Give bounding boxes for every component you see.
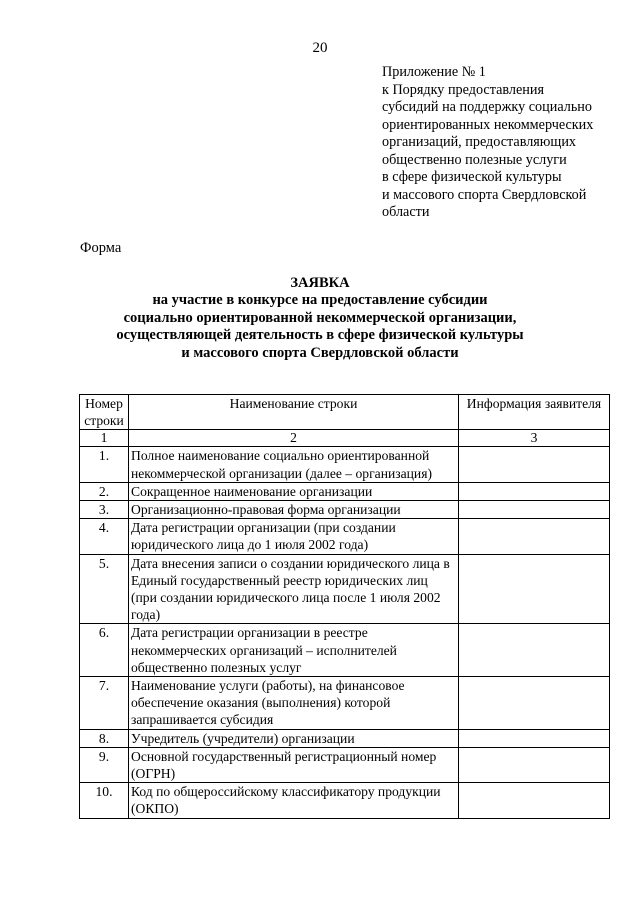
row-info-cell[interactable]: [459, 554, 610, 624]
appendix-line: субсидий на поддержку социально: [382, 99, 592, 115]
row-name: Учредитель (учредители) организации: [129, 729, 459, 747]
row-number: 6.: [80, 624, 129, 677]
table-row: [80, 624, 610, 677]
appendix-line: организаций, предоставляющих: [382, 134, 577, 150]
row-number: 8.: [80, 729, 129, 747]
table-row: [80, 519, 610, 554]
table-row: [80, 501, 610, 519]
row-name: Дата внесения записи о создании юридического лица в Единый государственный реестр юридических лиц (при создании юридического лица после 1 июля 2002 года): [129, 554, 459, 624]
appendix-line: Приложение № 1: [382, 64, 486, 80]
table-row: [80, 447, 610, 482]
appendix-line: к Порядку предоставления: [382, 81, 544, 98]
row-name: Сокращенное наименование организации: [129, 482, 459, 500]
row-number: 9.: [80, 747, 129, 782]
appendix-line: ориентированных некоммерческих: [382, 116, 594, 133]
row-info-cell[interactable]: [459, 501, 610, 519]
row-name: Основной государственный регистрационный номер (ОГРН): [129, 747, 459, 782]
row-name: Организационно-правовая форма организации: [129, 501, 459, 519]
document-title: [0, 275, 640, 362]
row-number: 2.: [80, 482, 129, 500]
header-row-name: Наименование строки: [129, 395, 459, 430]
row-info-cell[interactable]: [459, 729, 610, 747]
appendix-line: общественно полезные услуги: [382, 151, 567, 168]
row-info-cell[interactable]: [459, 747, 610, 782]
row-info-cell[interactable]: [459, 482, 610, 500]
row-info-cell[interactable]: [459, 677, 610, 730]
title-line: осуществляющей деятельность в сфере физической культуры: [116, 327, 524, 344]
row-info-cell[interactable]: [459, 519, 610, 554]
header-row-number: Номер строки: [80, 395, 129, 430]
column-index: 3: [459, 430, 610, 447]
table-row: [80, 729, 610, 747]
row-info-cell[interactable]: [459, 447, 610, 482]
table-index-row: [80, 430, 610, 447]
appendix-line: в сфере физической культуры: [382, 169, 562, 185]
row-name: Полное наименование социально ориентированной некоммерческой организации (далее – организация): [129, 447, 459, 482]
row-name: Наименование услуги (работы), на финансовое обеспечение оказания (выполнения) которой запрашивается субсидия: [129, 677, 459, 730]
table-row: [80, 482, 610, 500]
row-name: Дата регистрации организации в реестре некоммерческих организаций – исполнителей общественно полезных услуг: [129, 624, 459, 677]
column-index: 1: [80, 430, 129, 447]
table-row: [80, 677, 610, 730]
table-header-row: [80, 395, 610, 430]
row-info-cell[interactable]: [459, 624, 610, 677]
column-index: 2: [129, 430, 459, 447]
title-line: на участие в конкурсе на предоставление субсидии: [152, 292, 488, 309]
row-number: 1.: [80, 447, 129, 482]
appendix-line: и массового спорта Свердловской: [382, 186, 587, 203]
table-row: [80, 783, 610, 818]
row-info-cell[interactable]: [459, 783, 610, 818]
title-line: и массового спорта Свердловской области: [181, 344, 459, 361]
header-applicant-info: Информация заявителя: [459, 395, 610, 430]
row-number: 10.: [80, 783, 129, 818]
appendix-line: области: [382, 204, 430, 220]
row-name: Дата регистрации организации (при создании юридического лица до 1 июля 2002 года): [129, 519, 459, 554]
table-row: [80, 554, 610, 624]
row-number: 7.: [80, 677, 129, 730]
row-name: Код по общероссийскому классификатору продукции (ОКПО): [129, 783, 459, 818]
row-number: 3.: [80, 501, 129, 519]
application-table: [79, 394, 610, 819]
table-row: [80, 747, 610, 782]
form-label: Форма: [80, 240, 122, 256]
row-number: 4.: [80, 519, 129, 554]
title-main: ЗАЯВКА: [290, 275, 350, 291]
page-number: 20: [312, 40, 328, 56]
appendix-note: [382, 64, 622, 222]
row-number: 5.: [80, 554, 129, 624]
title-line: социально ориентированной некоммерческой организации,: [123, 309, 517, 326]
